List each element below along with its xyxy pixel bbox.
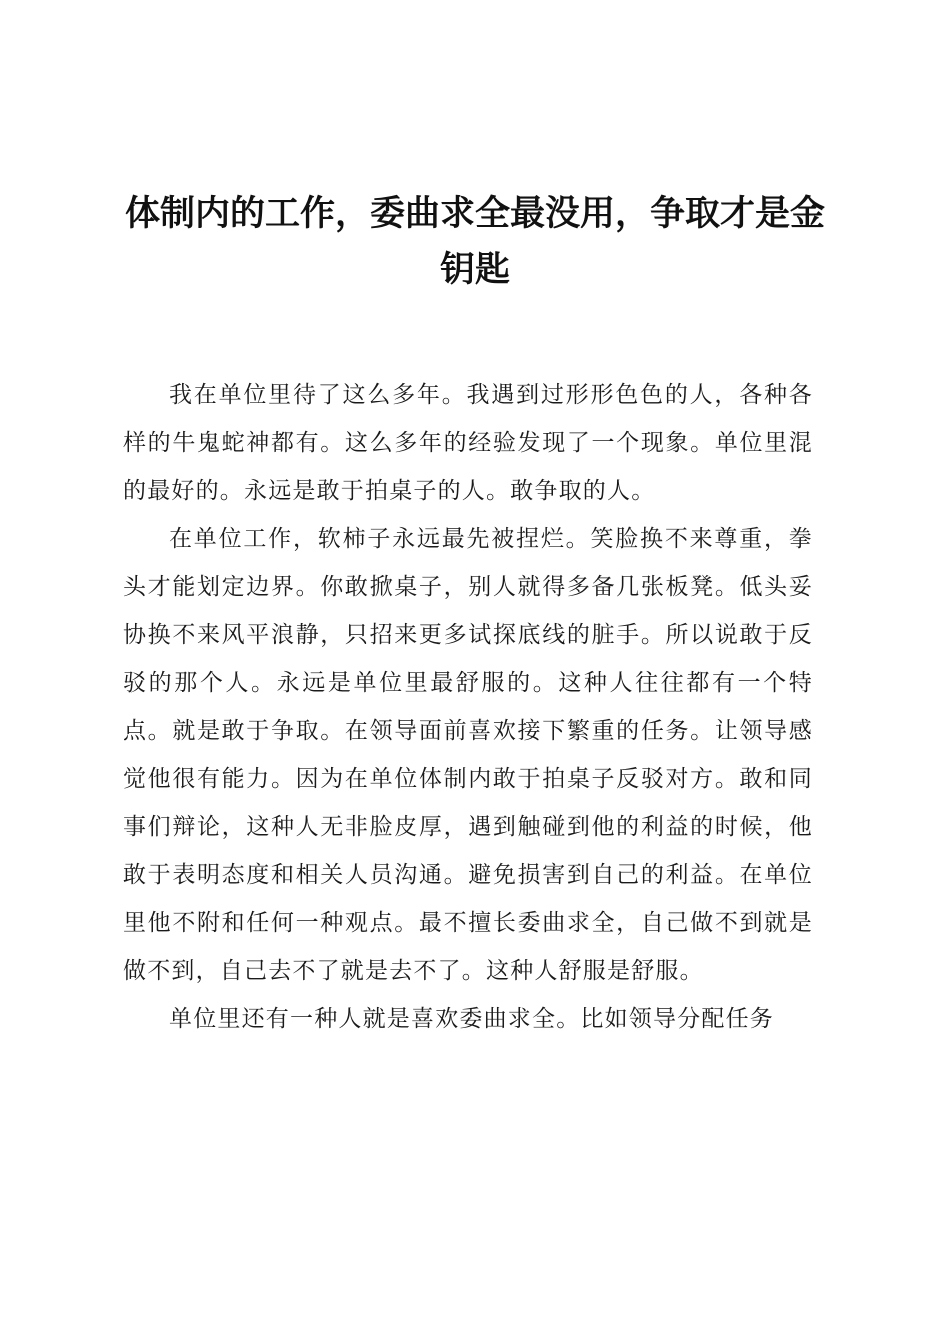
paragraph: 在单位工作，软柿子永远最先被捏烂。笑脸换不来尊重，拳头才能划定边界。你敢掀桌子，别人就得多备几张板凳。低头妥协换不来风平浪静，只招来更多试探底线的脏手。所以说敢于反驳的那个人。永远是单位里最舒服的。这种人往往都有一个特点。就是敢于争取。在领导面前喜欢接下繁重的任务。让领导感觉他很有能力。因为在单位体制内敢于拍桌子反驳对方。敢和同事们辩论，这种人无非脸皮厚，遇到触碰到他的利益的时候，他敢于表明态度和相关人员沟通。避免损害到自己的利益。在单位里他不附和任何一种观点。最不擅长委曲求全，自己做不到就是做不到，自己去不了就是去不了。这种人舒服是舒服。 xyxy=(123,526,813,984)
document-title: 体制内的工作，委曲求全最没用，争取才是金钥匙 xyxy=(124,193,825,290)
document-body xyxy=(123,371,813,1043)
paragraph: 单位里还有一种人就是喜欢委曲求全。比如领导分配任务 xyxy=(169,1006,774,1032)
paragraph: 我在单位里待了这么多年。我遇到过形形色色的人，各种各样的牛鬼蛇神都有。这么多年的经验发现了一个现象。单位里混的最好的。永远是敢于拍桌子的人。敢争取的人。 xyxy=(123,382,813,504)
